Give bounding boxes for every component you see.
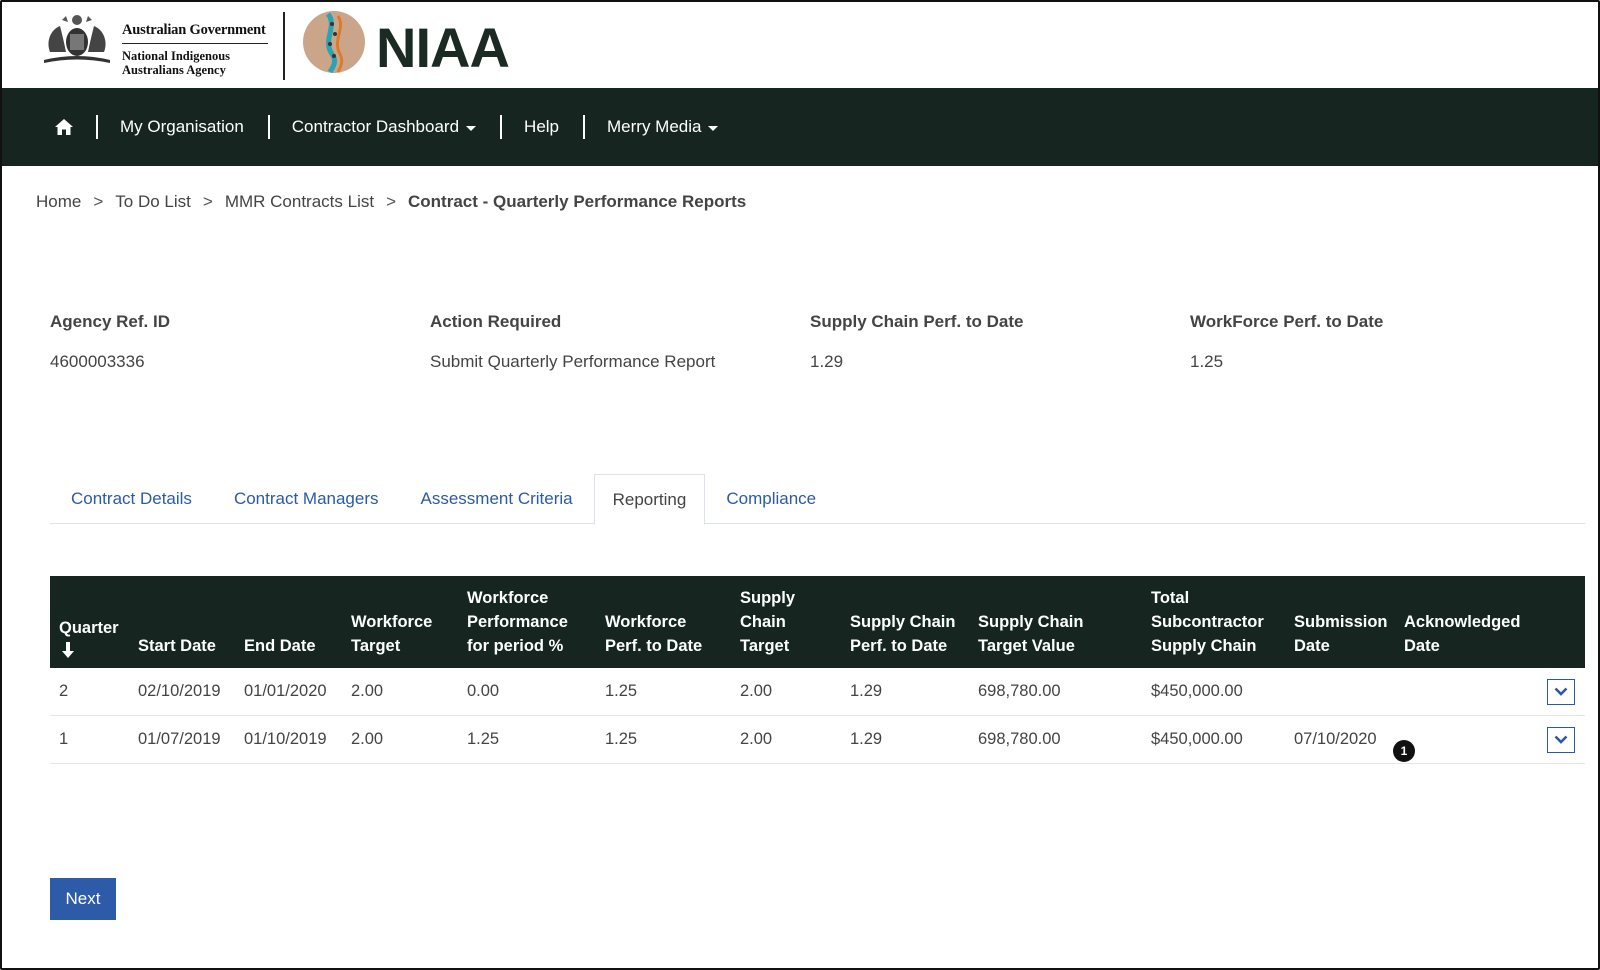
tab-contract-managers[interactable]: Contract Managers (233, 489, 379, 508)
gov-line-2: National Indigenous (122, 49, 231, 63)
header-text: Supply Chain (1151, 637, 1257, 655)
header-text: Supply (740, 589, 796, 607)
nav-contractor-dashboard[interactable] (268, 114, 500, 140)
column-header-workforce-perf-to-date[interactable] (596, 610, 731, 658)
header-text: Workforce (605, 613, 687, 631)
table-row (50, 668, 1585, 716)
tab-contract-details[interactable]: Contract Details (71, 489, 192, 508)
header-text: Chain (740, 613, 786, 631)
cell-workforce-target: 2.00 (351, 682, 384, 700)
cell-workforce-performance: 1.25 (467, 730, 500, 748)
header-text: Quarter (59, 619, 119, 637)
caret-down-icon (466, 126, 476, 131)
header-text: Target Value (978, 637, 1075, 655)
contract-summary (50, 312, 1570, 372)
cell-supply-chain-target: 2.00 (740, 730, 773, 748)
column-header-supply-chain-target[interactable] (731, 586, 841, 658)
main-navigation (2, 88, 1598, 166)
gov-line-3: Australians Agency (122, 63, 226, 77)
header-text: Date (1404, 637, 1440, 655)
nav-help[interactable] (500, 114, 583, 140)
summary-value: 1.29 (810, 352, 844, 371)
summary-value: 4600003336 (50, 352, 145, 371)
niaa-emblem-icon (302, 10, 366, 74)
column-header-workforce-target[interactable] (342, 610, 458, 658)
column-header-supply-chain-perf-to-date[interactable] (841, 610, 969, 658)
cell-workforce-target: 2.00 (351, 730, 384, 748)
header-text: Date (1294, 637, 1330, 655)
annotation-badge: 1 (1393, 740, 1415, 762)
summary-action-required (430, 312, 810, 372)
nav-label: Contractor Dashboard (291, 117, 460, 136)
summary-label: WorkForce Perf. to Date (1190, 312, 1384, 331)
nav-user-menu[interactable] (583, 114, 742, 140)
chevron-down-icon (1554, 687, 1568, 697)
tab-compliance[interactable]: Compliance (726, 489, 817, 508)
next-button[interactable]: Next (50, 878, 116, 920)
cell-workforce-perf-to-date: 1.25 (605, 730, 638, 748)
cell-submission-date: 07/10/2020 (1294, 730, 1377, 748)
summary-label: Action Required (430, 312, 562, 331)
header-text: Total (1151, 589, 1190, 607)
cell-total-subcontractor: $450,000.00 (1151, 682, 1243, 700)
header-text: Workforce (467, 589, 549, 607)
summary-label: Agency Ref. ID (50, 312, 170, 331)
nav-home[interactable] (52, 114, 96, 140)
niaa-logo-text: NIAA (376, 16, 509, 79)
nav-my-organisation[interactable] (96, 114, 268, 140)
header-text: Perf. to Date (605, 637, 703, 655)
table-row (50, 716, 1585, 764)
cell-quarter: 2 (59, 682, 69, 700)
column-header-submission-date[interactable] (1285, 610, 1395, 658)
breadcrumb-current: Contract - Quarterly Performance Reports (408, 192, 747, 211)
cell-start-date: 01/07/2019 (138, 730, 221, 748)
header-text: End Date (244, 637, 316, 655)
summary-supply-chain-perf (810, 312, 1190, 372)
sort-descending-icon (61, 642, 75, 658)
contract-tabs (50, 474, 1585, 524)
breadcrumb-separator: > (93, 192, 104, 211)
government-wordmark (122, 22, 268, 77)
nav-label: My Organisation (120, 117, 244, 136)
chevron-down-icon (1554, 735, 1568, 745)
cell-supply-chain-target-value: 698,780.00 (978, 730, 1061, 748)
cell-total-subcontractor: $450,000.00 (1151, 730, 1243, 748)
header-text: Start Date (138, 637, 216, 655)
header-text: Supply Chain (978, 613, 1084, 631)
summary-value: 1.25 (1190, 352, 1224, 371)
cell-supply-chain-target: 2.00 (740, 682, 773, 700)
home-icon (54, 118, 74, 136)
column-header-acknowledged-date[interactable] (1395, 610, 1535, 658)
cell-supply-chain-target-value: 698,780.00 (978, 682, 1061, 700)
breadcrumb-mmr-contracts-list[interactable]: MMR Contracts List (224, 192, 375, 211)
quarterly-reports-table (50, 576, 1585, 764)
column-header-workforce-performance[interactable] (458, 586, 596, 658)
column-header-end-date[interactable] (235, 634, 342, 658)
cell-end-date: 01/10/2019 (244, 730, 327, 748)
cell-workforce-performance: 0.00 (467, 682, 500, 700)
tab-assessment-criteria[interactable]: Assessment Criteria (420, 489, 573, 508)
cell-quarter: 1 (59, 730, 69, 748)
summary-label: Supply Chain Perf. to Date (810, 312, 1024, 331)
cell-supply-chain-perf-to-date: 1.29 (850, 682, 883, 700)
header-text: Workforce (351, 613, 433, 631)
header-text: Supply Chain (850, 613, 956, 631)
breadcrumb-separator: > (386, 192, 397, 211)
summary-value: Submit Quarterly Performance Report (430, 352, 716, 371)
header-text: Acknowledged (1404, 613, 1521, 631)
header-text: Perf. to Date (850, 637, 948, 655)
cell-start-date: 02/10/2019 (138, 682, 221, 700)
cell-workforce-perf-to-date: 1.25 (605, 682, 638, 700)
header-text: Subcontractor (1151, 613, 1264, 631)
header-divider (283, 12, 285, 80)
header-text: for period % (467, 637, 564, 655)
breadcrumb-separator: > (202, 192, 213, 211)
expand-row-button[interactable] (1547, 679, 1575, 705)
site-header (2, 2, 1598, 88)
column-header-start-date[interactable] (129, 634, 235, 658)
column-header-total-subcontractor[interactable] (1142, 586, 1285, 658)
summary-agency-ref (50, 312, 430, 372)
header-text: Submission (1294, 613, 1388, 631)
cell-supply-chain-perf-to-date: 1.29 (850, 730, 883, 748)
tab-reporting[interactable]: Reporting (594, 474, 706, 525)
table-header (50, 576, 1585, 668)
breadcrumb-home[interactable]: Home (36, 192, 82, 211)
breadcrumb-to-do-list[interactable]: To Do List (115, 192, 191, 211)
cell-end-date: 01/01/2020 (244, 682, 327, 700)
gov-line-1: Australian Government (122, 22, 268, 44)
nav-label: Help (524, 117, 560, 136)
header-text: Target (351, 637, 401, 655)
column-header-supply-chain-target-value[interactable] (969, 610, 1142, 658)
column-header-quarter[interactable] (50, 616, 129, 658)
header-text: Target (740, 637, 790, 655)
breadcrumb (36, 192, 746, 212)
coat-of-arms-icon (40, 12, 114, 66)
summary-workforce-perf (1190, 312, 1570, 372)
caret-down-icon (708, 126, 718, 131)
expand-row-button[interactable] (1547, 727, 1575, 753)
nav-label: Merry Media (607, 117, 702, 136)
header-text: Performance (467, 613, 568, 631)
